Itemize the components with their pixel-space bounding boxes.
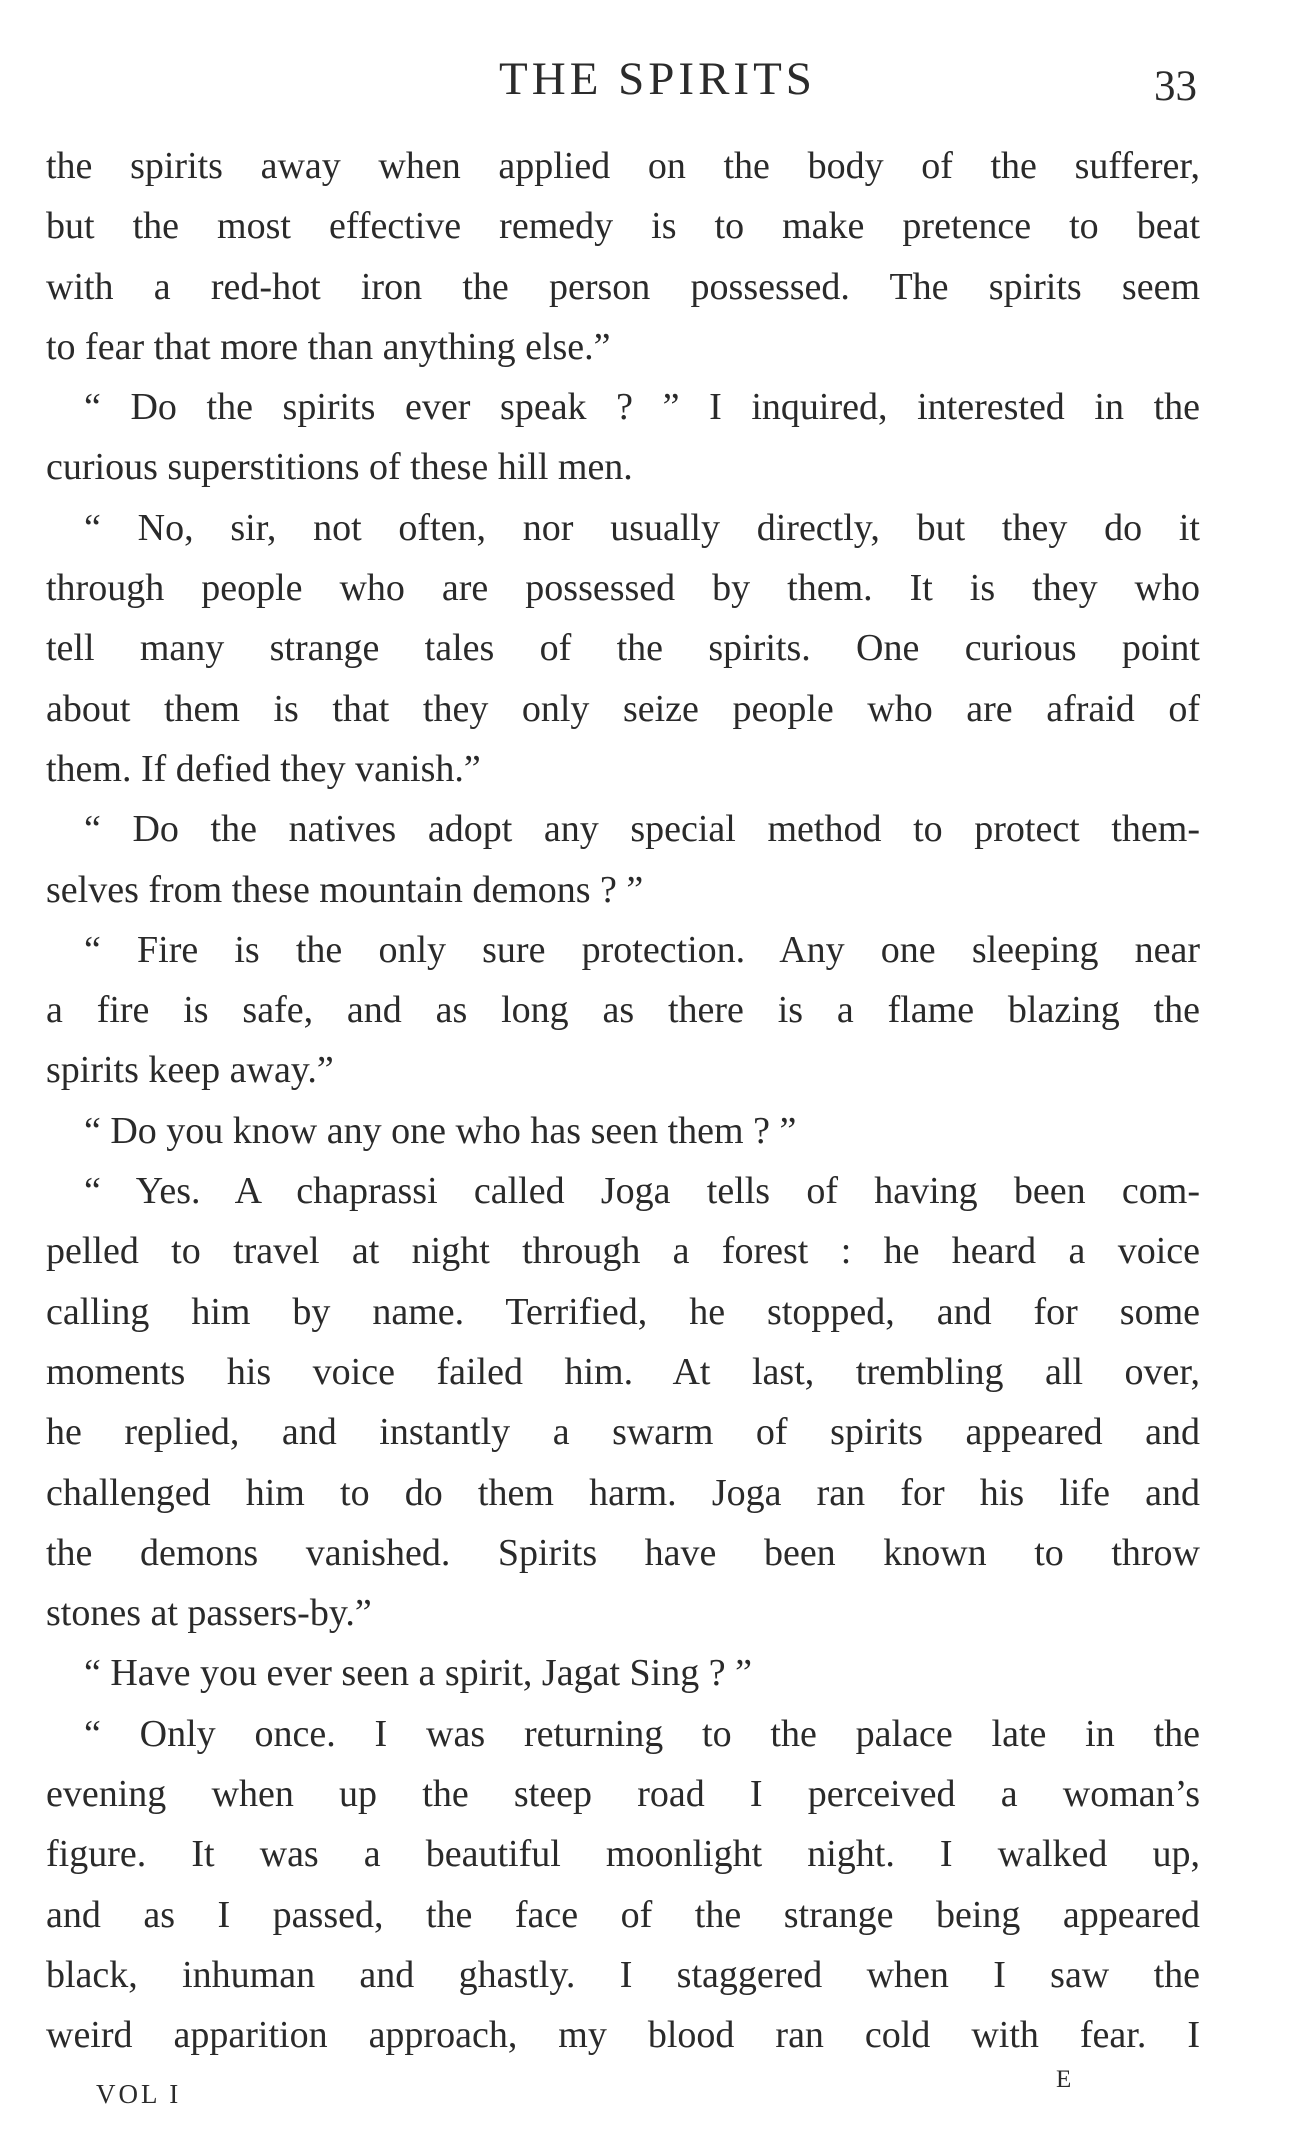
paragraph-first-line: “ Have you ever seen a spirit, Jagat Sing ? ” [84, 1652, 752, 1695]
text-line: but the most effective remedy is to make pretence to beat [46, 205, 1200, 248]
page-number: 33 [1154, 63, 1197, 110]
text-line: selves from these mountain demons ? ” [46, 868, 644, 911]
paragraph-first-line: “ Only once. I was returning to the palace late in the [84, 1712, 1200, 1755]
text-line: weird apparition approach, my blood ran cold with fear. I [46, 2014, 1200, 2057]
text-line: black, inhuman and ghastly. I staggered when I saw the [46, 1953, 1200, 1996]
text-line: evening when up the steep road I perceived a woman’s [46, 1773, 1200, 1816]
text-line: through people who are possessed by them. It is they who [46, 567, 1200, 610]
text-line: moments his voice failed him. At last, trembling all over, [46, 1350, 1200, 1393]
text-line: and as I passed, the face of the strange being appeared [46, 1893, 1200, 1936]
text-line: curious superstitions of these hill men. [46, 446, 633, 489]
text-line: challenged him to do them harm. Joga ran for his life and [46, 1471, 1200, 1514]
paragraph-first-line: “ No, sir, not often, nor usually directly, but they do it [84, 506, 1200, 549]
text-line: with a red-hot iron the person possessed. The spirits seem [46, 265, 1200, 308]
paragraph-first-line: “ Do you know any one who has seen them ? ” [84, 1109, 797, 1152]
paragraph-first-line: “ Do the spirits ever speak ? ” I inquired, interested in the [84, 386, 1200, 429]
text-line: them. If defied they vanish.” [46, 747, 481, 790]
text-line: the spirits away when applied on the body of the sufferer, [46, 145, 1200, 187]
signature-mark: VOL I [96, 2079, 182, 2109]
text-line: the demons vanished. Spirits have been known to throw [46, 1531, 1200, 1574]
text-line: figure. It was a beautiful moonlight night. I walked up, [46, 1833, 1200, 1876]
signature-letter: E [1056, 2066, 1072, 2093]
paragraph-first-line: “ Do the natives adopt any special method to protect them- [84, 808, 1200, 851]
text-line: he replied, and instantly a swarm of spirits appeared and [46, 1411, 1200, 1454]
paragraph-first-line: “ Yes. A chaprassi called Joga tells of having been com- [84, 1170, 1200, 1213]
text-line: a fire is safe, and as long as there is a flame blazing the [46, 989, 1200, 1032]
text-line: about them is that they only seize people who are afraid of [46, 687, 1200, 730]
text-line: spirits keep away.” [46, 1049, 334, 1092]
paragraph-first-line: “ Fire is the only sure protection. Any one sleeping near [84, 928, 1200, 971]
text-line: tell many strange tales of the spirits. One curious point [46, 627, 1200, 670]
text-line: stones at passers-by.” [46, 1592, 372, 1635]
text-line: pelled to travel at night through a forest : he heard a voice [46, 1230, 1200, 1273]
running-head-title: THE SPIRITS [499, 53, 816, 105]
text-line: calling him by name. Terrified, he stopped, and for some [46, 1290, 1200, 1333]
text-line: to fear that more than anything else.” [46, 325, 611, 368]
body-text [46, 136, 1200, 2066]
